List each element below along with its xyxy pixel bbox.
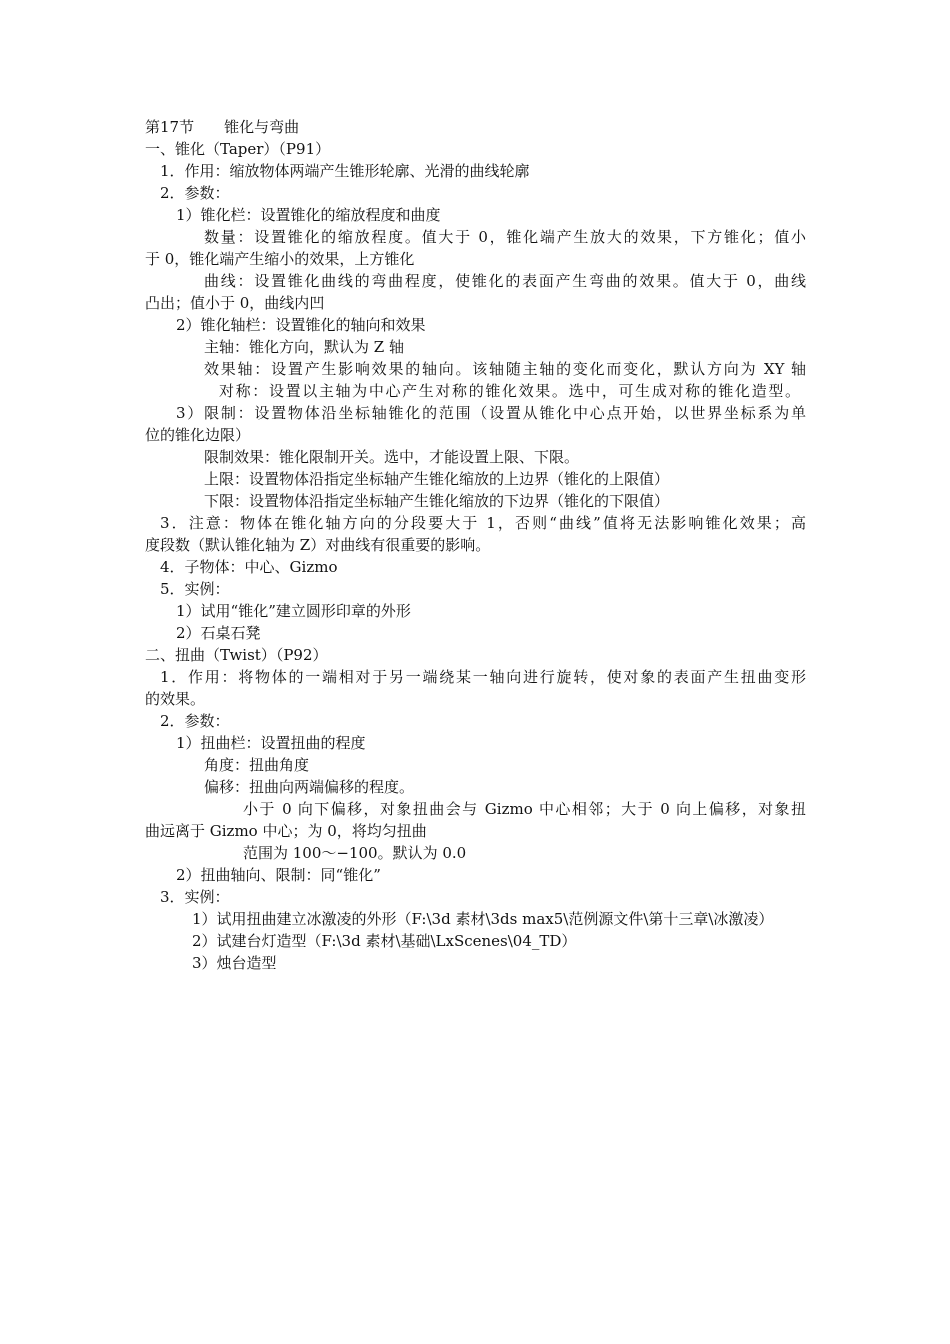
text-line: 限制效果：锥化限制开关。选中，才能设置上限、下限。	[204, 448, 580, 466]
text-line: 1）试用扭曲建立冰激凌的外形（F:\3d 素材\3ds max5\范例源文件\第十三章\冰激凌）	[192, 910, 774, 928]
text-line: 1）扭曲栏：设置扭曲的程度	[176, 734, 366, 752]
text-line: 2）扭曲轴向、限制：同“锥化”	[176, 866, 381, 884]
text-line: 2）石桌石凳	[176, 624, 261, 642]
text-line: 效果轴：设置产生影响效果的轴向。该轴随主轴的变化而变化，默认方向为 XY 轴	[204, 360, 806, 378]
text-line: 2）锥化轴栏：设置锥化的轴向和效果	[176, 316, 426, 334]
text-line: 数量：设置锥化的缩放程度。值大于 0，锥化端产生放大的效果，下方锥化；值小	[204, 228, 806, 246]
subsection-heading: 二、扭曲（Twist）（P92）	[145, 646, 328, 664]
text-line: 上限：设置物体沿指定坐标轴产生锥化缩放的上边界（锥化的上限值）	[204, 470, 670, 488]
text-line: 位的锥化边限）	[145, 426, 251, 444]
text-line: 偏移：扭曲向两端偏移的程度。	[204, 778, 415, 796]
text-line: 于 0，锥化端产生缩小的效果，上方锥化	[145, 250, 415, 268]
text-line: 1）锥化栏：设置锥化的缩放程度和曲度	[176, 206, 441, 224]
text-line: 5．实例：	[160, 580, 230, 598]
text-line: 下限：设置物体沿指定坐标轴产生锥化缩放的下边界（锥化的下限值）	[204, 492, 670, 510]
text-line: 对称：设置以主轴为中心产生对称的锥化效果。选中，可生成对称的锥化造型。	[219, 382, 800, 400]
text-line: 度段数（默认锥化轴为 Z）对曲线有很重要的影响。	[145, 536, 491, 554]
text-line: 曲远离于 Gizmo 中心；为 0，将均匀扭曲	[145, 822, 427, 840]
text-line: 4．子物体：中心、Gizmo	[160, 558, 338, 576]
text-line: 3．实例：	[160, 888, 230, 906]
subsection-heading: 一、锥化（Taper）（P91）	[145, 140, 331, 158]
section-heading: 第17节 锥化与弯曲	[145, 118, 300, 136]
text-line: 2．参数：	[160, 712, 230, 730]
text-line: 3）烛台造型	[192, 954, 277, 972]
text-line: 角度：扭曲角度	[204, 756, 310, 774]
text-line: 2．参数：	[160, 184, 230, 202]
text-line: 主轴：锥化方向，默认为 Z 轴	[204, 338, 404, 356]
text-line: 3）限制：设置物体沿坐标轴锥化的范围（设置从锥化中心点开始，以世界坐标系为单	[176, 404, 806, 422]
text-line: 2）试建台灯造型（F:\3d 素材\基础\LxScenes\04_TD）	[192, 932, 577, 950]
text-line: 1．作用：缩放物体两端产生锥形轮廓、光滑的曲线轮廓	[160, 162, 530, 180]
text-line: 凸出；值小于 0，曲线内凹	[145, 294, 325, 312]
text-line: 的效果。	[145, 690, 206, 708]
text-line: 范围为 100～−100。默认为 0.0	[243, 844, 467, 862]
text-line: 1）试用“锥化”建立圆形印章的外形	[176, 602, 411, 620]
text-line: 1．作用：将物体的一端相对于另一端绕某一轴向进行旋转，使对象的表面产生扭曲变形	[160, 668, 806, 686]
text-line: 小于 0 向下偏移，对象扭曲会与 Gizmo 中心相邻；大于 0 向上偏移，对象扭	[243, 800, 806, 818]
text-line: 曲线：设置锥化曲线的弯曲程度，使锥化的表面产生弯曲的效果。值大于 0，曲线	[204, 272, 806, 290]
text-line: 3．注意：物体在锥化轴方向的分段要大于 1，否则“曲线”值将无法影响锥化效果；高	[160, 514, 806, 532]
